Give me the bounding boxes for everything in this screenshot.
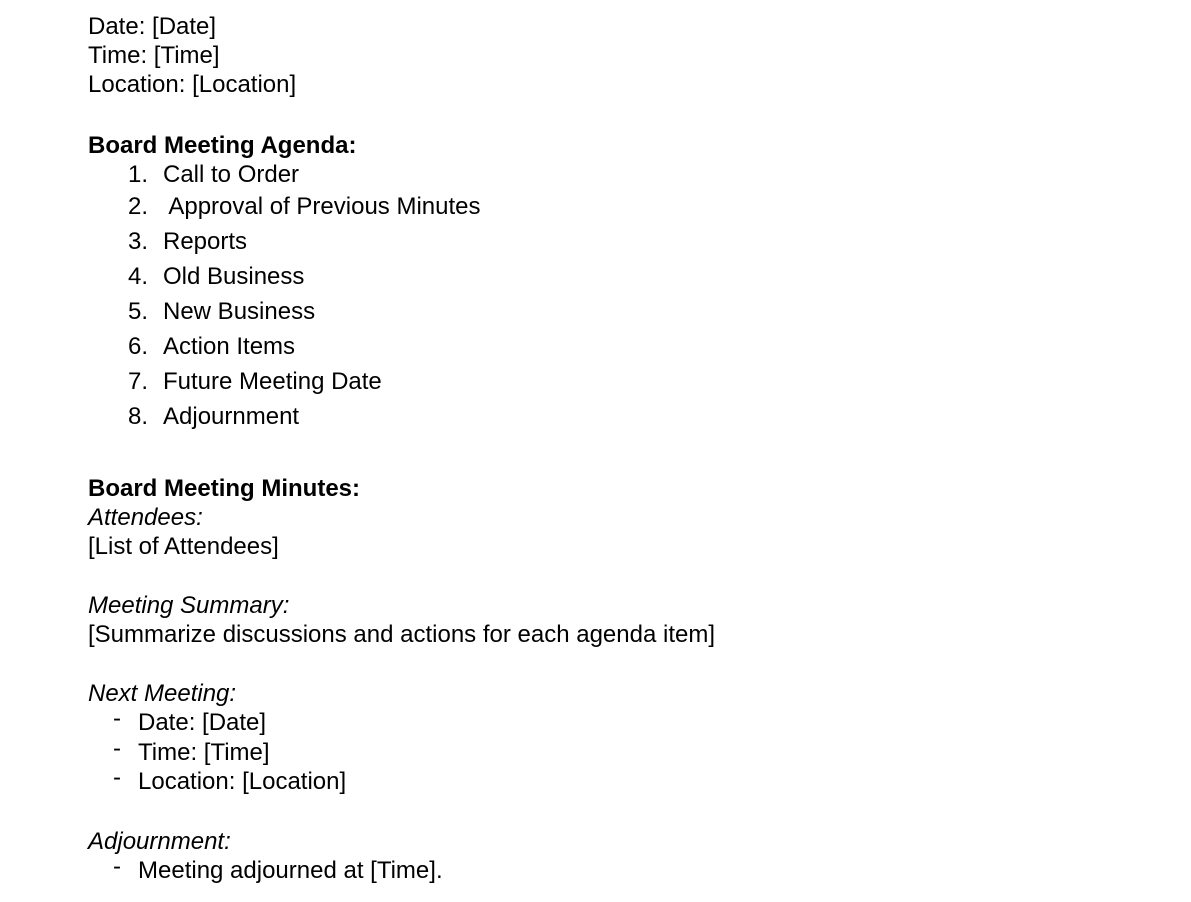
agenda-item xyxy=(88,259,1168,294)
agenda-item-number: 7. xyxy=(127,368,148,395)
agenda-item-text: Old Business xyxy=(163,263,305,290)
minutes-heading: Board Meeting Minutes: xyxy=(88,475,361,502)
agenda-item-number: 3. xyxy=(127,228,148,255)
list-item xyxy=(88,852,1168,886)
agenda-item-text: Adjournment xyxy=(163,403,300,430)
agenda-item xyxy=(88,329,1168,364)
adjournment-list xyxy=(88,852,1168,886)
agenda-item-number: 1. xyxy=(127,161,148,188)
agenda-heading: Board Meeting Agenda: xyxy=(88,132,357,159)
agenda-item xyxy=(88,160,1168,189)
adjournment-label: Adjournment: xyxy=(88,827,231,855)
agenda-item-text: Action Items xyxy=(163,333,296,360)
agenda-item-text: New Business xyxy=(163,298,316,325)
agenda-item xyxy=(88,294,1168,329)
agenda-item-number: 5. xyxy=(127,298,148,325)
agenda-item-text: Reports xyxy=(163,228,248,255)
agenda-item-text: Future Meeting Date xyxy=(163,368,382,395)
agenda-item-number: 4. xyxy=(127,263,148,290)
agenda-item-text: Call to Order xyxy=(163,161,300,188)
dash-bullet: - xyxy=(113,734,121,762)
summary-label: Meeting Summary: xyxy=(88,592,290,619)
agenda-item xyxy=(88,399,1168,434)
meeting-date-line: Date: [Date] xyxy=(88,13,217,40)
agenda-list xyxy=(88,160,1168,434)
agenda-item xyxy=(88,364,1168,399)
attendees-label: Attendees: xyxy=(88,504,203,531)
agenda-item-number: 2. xyxy=(127,193,148,220)
agenda-item xyxy=(88,189,1168,224)
list-item xyxy=(88,705,1168,738)
dash-bullet: - xyxy=(113,705,121,732)
meeting-time-line: Time: [Time] xyxy=(88,42,220,69)
next-meeting-label: Next Meeting: xyxy=(88,680,237,707)
adjournment-time: Meeting adjourned at [Time]. xyxy=(138,856,443,884)
agenda-item-number: 6. xyxy=(127,333,148,360)
next-meeting-location: Location: [Location] xyxy=(138,768,347,795)
summary-value: [Summarize discussions and actions for each agenda item] xyxy=(88,621,715,648)
meeting-location-line: Location: [Location] xyxy=(88,71,297,98)
next-meeting-date: Date: [Date] xyxy=(138,709,267,736)
attendees-value: [List of Attendees] xyxy=(88,533,279,560)
dash-bullet: - xyxy=(113,852,121,880)
list-item xyxy=(88,734,1168,768)
agenda-item-number: 8. xyxy=(127,403,148,430)
next-meeting-time: Time: [Time] xyxy=(138,738,270,766)
agenda-item-text: Approval of Previous Minutes xyxy=(163,193,481,220)
dash-bullet: - xyxy=(113,764,121,791)
list-item xyxy=(88,764,1168,797)
next-meeting-list xyxy=(88,705,1168,797)
agenda-item xyxy=(88,224,1168,259)
document-body xyxy=(88,12,1168,885)
